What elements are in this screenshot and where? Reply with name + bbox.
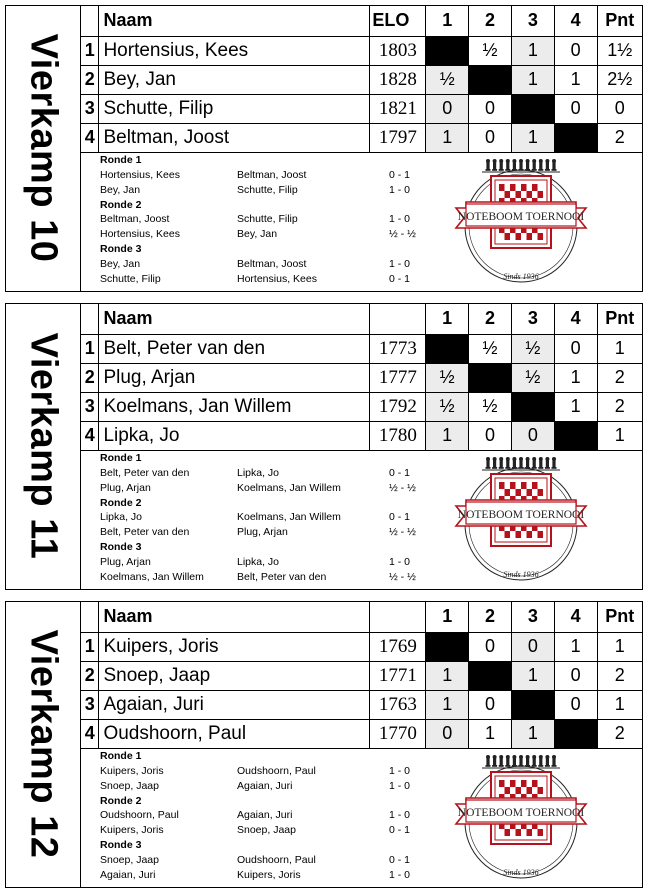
player-row (81, 421, 642, 450)
game-white: Bey, Jan (100, 183, 141, 196)
result-cell: 1 (511, 719, 554, 748)
game-black: Koelmans, Jan Willem (237, 481, 341, 494)
player-elo: 1777 (370, 363, 426, 392)
header-round-r1: 1 (426, 602, 469, 632)
header-round-r3: 3 (511, 6, 554, 36)
game-row (100, 808, 450, 823)
player-name: Schutte, Filip (99, 94, 370, 123)
side-panel (6, 602, 81, 887)
round-heading: Ronde 1 (100, 750, 142, 762)
result-cell: 1 (511, 661, 554, 690)
self-cell (426, 36, 469, 65)
game-score: ½ - ½ (389, 228, 416, 240)
result-cell: ½ (426, 363, 469, 392)
player-points: 1 (597, 421, 642, 450)
header-naam: Naam (99, 6, 370, 36)
player-elo: 1821 (370, 94, 426, 123)
noteboom-logo (446, 454, 596, 584)
game-row (100, 257, 450, 272)
game-black: Agaian, Juri (237, 809, 293, 821)
game-row (100, 168, 450, 183)
game-white: Koelmans, Jan Willem (100, 570, 204, 583)
game-score: ½ - ½ (389, 526, 416, 538)
block-title: Vierkamp 10 (22, 33, 65, 263)
game-row (100, 764, 450, 779)
header-num (81, 304, 99, 334)
player-points: 1 (597, 334, 642, 363)
round-heading: Ronde 2 (100, 794, 142, 807)
result-cell: 1 (511, 65, 554, 94)
result-cell: 0 (469, 421, 512, 450)
player-num: 3 (81, 94, 99, 123)
game-black: Hortensius, Kees (237, 272, 317, 285)
result-cell: 0 (554, 661, 597, 690)
crosstable (81, 6, 642, 153)
player-elo: 1803 (370, 36, 426, 65)
result-cell: 0 (426, 719, 469, 748)
game-row (100, 212, 450, 227)
game-score: 1 - 0 (389, 213, 411, 225)
header-row (81, 304, 642, 334)
result-cell: ½ (511, 363, 554, 392)
header-round-r4: 4 (554, 304, 597, 334)
result-cell: 0 (469, 123, 512, 152)
player-name: Plug, Arjan (99, 363, 370, 392)
header-pnt: Pnt (597, 304, 642, 334)
result-cell: 1 (554, 632, 597, 661)
round-heading: Ronde 2 (100, 198, 142, 211)
game-black: Lipka, Jo (237, 466, 280, 479)
game-score: 1 - 0 (389, 764, 411, 777)
result-cell: ½ (469, 392, 512, 421)
player-points: 2 (597, 661, 642, 690)
game-row (100, 555, 450, 570)
game-score: 0 - 1 (389, 853, 411, 866)
game-black: Belt, Peter van den (237, 570, 327, 583)
game-white: Plug, Arjan (100, 481, 151, 494)
game-score: 1 - 0 (389, 183, 411, 196)
player-num: 3 (81, 392, 99, 421)
result-cell: 1 (426, 123, 469, 152)
player-elo: 1792 (370, 392, 426, 421)
player-row (81, 690, 642, 719)
game-row (100, 853, 450, 868)
header-row (81, 6, 642, 36)
crosstable (81, 304, 642, 451)
logo-text: NOTEBOOM TOERNOOI (457, 509, 585, 521)
noteboom-logo (446, 752, 596, 882)
logo-since: Sinds 1936 (503, 868, 539, 877)
game-black: Beltman, Joost (237, 168, 307, 181)
game-white: Belt, Peter van den (100, 466, 190, 479)
game-row (100, 183, 450, 198)
player-elo: 1780 (370, 421, 426, 450)
player-row (81, 632, 642, 661)
game-black: Oudshoorn, Paul (237, 764, 316, 777)
self-cell (469, 661, 512, 690)
header-round-r3: 3 (511, 602, 554, 632)
header-pnt: Pnt (597, 6, 642, 36)
header-pnt: Pnt (597, 602, 642, 632)
game-black: Plug, Arjan (237, 526, 288, 538)
player-points: 0 (597, 94, 642, 123)
header-round-r1: 1 (426, 6, 469, 36)
player-points: 2 (597, 123, 642, 152)
player-elo: 1769 (370, 632, 426, 661)
player-num: 2 (81, 363, 99, 392)
player-points: 2 (597, 392, 642, 421)
player-row (81, 334, 642, 363)
player-points: 2 (597, 719, 642, 748)
game-black: Koelmans, Jan Willem (237, 511, 341, 523)
side-panel (6, 6, 81, 291)
header-num (81, 602, 99, 632)
player-num: 2 (81, 661, 99, 690)
header-naam: Naam (99, 602, 370, 632)
result-cell: ½ (469, 334, 512, 363)
side-panel (6, 304, 81, 589)
self-cell (554, 123, 597, 152)
game-white: Snoep, Jaap (100, 853, 159, 866)
game-black: Schutte, Filip (237, 213, 298, 225)
player-num: 4 (81, 421, 99, 450)
header-elo (370, 304, 426, 334)
game-row (100, 481, 450, 496)
game-black: Bey, Jan (237, 228, 278, 240)
result-cell: ½ (469, 36, 512, 65)
player-num: 1 (81, 632, 99, 661)
result-cell: 0 (554, 94, 597, 123)
result-cell: ½ (511, 334, 554, 363)
game-white: Belt, Peter van den (100, 526, 190, 538)
result-cell: 0 (469, 632, 512, 661)
round-heading: Ronde 3 (100, 243, 142, 255)
result-cell: ½ (426, 392, 469, 421)
game-white: Oudshoorn, Paul (100, 809, 179, 821)
logo-since: Sinds 1936 (503, 570, 539, 579)
result-cell: 1 (511, 36, 554, 65)
round-heading: Ronde 1 (100, 452, 142, 464)
game-black: Lipka, Jo (237, 555, 280, 568)
result-cell: 1 (554, 392, 597, 421)
player-name: Beltman, Joost (99, 123, 370, 152)
player-points: 1½ (597, 36, 642, 65)
block-title: Vierkamp 12 (22, 629, 65, 859)
vierkamp-block (5, 601, 643, 888)
game-row (100, 510, 450, 525)
player-name: Oudshoorn, Paul (99, 719, 370, 748)
vierkamp-block (5, 5, 643, 292)
header-round-r2: 2 (469, 6, 512, 36)
game-black: Schutte, Filip (237, 183, 298, 196)
player-num: 4 (81, 123, 99, 152)
game-row (100, 272, 450, 287)
header-row (81, 602, 642, 632)
game-score: 0 - 1 (389, 466, 411, 479)
game-black: Oudshoorn, Paul (237, 853, 316, 866)
rounds-list (100, 153, 450, 287)
player-row (81, 392, 642, 421)
player-name: Kuipers, Joris (99, 632, 370, 661)
result-cell: 1 (426, 661, 469, 690)
game-score: 1 - 0 (389, 555, 411, 568)
game-black: Agaian, Juri (237, 779, 293, 792)
result-cell: 0 (554, 334, 597, 363)
game-row (100, 779, 450, 794)
self-cell (426, 334, 469, 363)
player-num: 4 (81, 719, 99, 748)
game-black: Kuipers, Joris (237, 868, 301, 881)
player-elo: 1763 (370, 690, 426, 719)
player-elo: 1771 (370, 661, 426, 690)
player-row (81, 94, 642, 123)
header-round-r2: 2 (469, 304, 512, 334)
result-cell: 0 (469, 94, 512, 123)
game-white: Agaian, Juri (100, 868, 156, 881)
self-cell (469, 363, 512, 392)
player-elo: 1773 (370, 334, 426, 363)
result-cell: 1 (511, 123, 554, 152)
block-title: Vierkamp 11 (22, 332, 65, 560)
result-cell: 1 (554, 65, 597, 94)
game-score: 1 - 0 (389, 809, 411, 821)
result-cell: 0 (469, 690, 512, 719)
self-cell (469, 65, 512, 94)
player-name: Snoep, Jaap (99, 661, 370, 690)
header-round-r1: 1 (426, 304, 469, 334)
player-name: Belt, Peter van den (99, 334, 370, 363)
rounds-list (100, 451, 450, 585)
game-score: ½ - ½ (389, 570, 416, 583)
player-num: 2 (81, 65, 99, 94)
header-elo (370, 602, 426, 632)
self-cell (426, 632, 469, 661)
player-num: 3 (81, 690, 99, 719)
game-score: 0 - 1 (389, 168, 411, 181)
game-white: Kuipers, Joris (100, 764, 164, 777)
header-round-r4: 4 (554, 6, 597, 36)
game-score: ½ - ½ (389, 481, 416, 494)
result-cell: 0 (426, 94, 469, 123)
game-row (100, 570, 450, 585)
player-row (81, 719, 642, 748)
self-cell (554, 421, 597, 450)
player-elo: 1770 (370, 719, 426, 748)
logo-text: NOTEBOOM TOERNOOI (457, 807, 585, 819)
player-name: Hortensius, Kees (99, 36, 370, 65)
game-row (100, 868, 450, 883)
logo-since: Sinds 1936 (503, 272, 539, 281)
game-white: Bey, Jan (100, 257, 141, 270)
game-white: Schutte, Filip (100, 272, 161, 285)
player-points: 2½ (597, 65, 642, 94)
player-num: 1 (81, 334, 99, 363)
player-row (81, 36, 642, 65)
player-points: 1 (597, 690, 642, 719)
game-row (100, 823, 450, 838)
round-heading: Ronde 3 (100, 839, 142, 851)
vierkamp-block (5, 303, 643, 590)
result-cell: 0 (511, 632, 554, 661)
player-points: 1 (597, 632, 642, 661)
game-score: 0 - 1 (389, 824, 411, 836)
player-name: Koelmans, Jan Willem (99, 392, 370, 421)
player-row (81, 363, 642, 392)
game-score: 0 - 1 (389, 511, 411, 523)
round-heading: Ronde 2 (100, 496, 142, 509)
game-white: Hortensius, Kees (100, 228, 180, 240)
round-heading: Ronde 1 (100, 154, 142, 166)
player-row (81, 65, 642, 94)
result-cell: ½ (426, 65, 469, 94)
rounds-list (100, 749, 450, 883)
game-white: Kuipers, Joris (100, 824, 164, 836)
player-elo: 1797 (370, 123, 426, 152)
game-black: Snoep, Jaap (237, 824, 296, 836)
game-score: 1 - 0 (389, 868, 411, 881)
result-cell: 1 (469, 719, 512, 748)
game-white: Lipka, Jo (100, 511, 143, 523)
player-name: Lipka, Jo (99, 421, 370, 450)
self-cell (511, 392, 554, 421)
game-white: Hortensius, Kees (100, 168, 180, 181)
player-name: Agaian, Juri (99, 690, 370, 719)
game-row (100, 466, 450, 481)
player-row (81, 661, 642, 690)
result-cell: 0 (554, 36, 597, 65)
noteboom-logo (446, 156, 596, 286)
game-score: 1 - 0 (389, 779, 411, 792)
header-elo: ELO (370, 6, 426, 36)
game-white: Plug, Arjan (100, 555, 151, 568)
game-row (100, 525, 450, 540)
header-round-r2: 2 (469, 602, 512, 632)
header-naam: Naam (99, 304, 370, 334)
round-heading: Ronde 3 (100, 541, 142, 553)
crosstable (81, 602, 642, 749)
self-cell (511, 690, 554, 719)
game-black: Beltman, Joost (237, 257, 307, 270)
self-cell (511, 94, 554, 123)
result-cell: 1 (554, 363, 597, 392)
game-score: 1 - 0 (389, 257, 411, 270)
player-row (81, 123, 642, 152)
player-points: 2 (597, 363, 642, 392)
player-num: 1 (81, 36, 99, 65)
player-elo: 1828 (370, 65, 426, 94)
result-cell: 0 (511, 421, 554, 450)
result-cell: 0 (554, 690, 597, 719)
header-num (81, 6, 99, 36)
player-name: Bey, Jan (99, 65, 370, 94)
game-score: 0 - 1 (389, 272, 411, 285)
header-round-r4: 4 (554, 602, 597, 632)
header-round-r3: 3 (511, 304, 554, 334)
game-white: Beltman, Joost (100, 213, 170, 225)
game-row (100, 227, 450, 242)
result-cell: 1 (426, 421, 469, 450)
self-cell (554, 719, 597, 748)
logo-text: NOTEBOOM TOERNOOI (457, 211, 585, 223)
result-cell: 1 (426, 690, 469, 719)
game-white: Snoep, Jaap (100, 779, 159, 792)
